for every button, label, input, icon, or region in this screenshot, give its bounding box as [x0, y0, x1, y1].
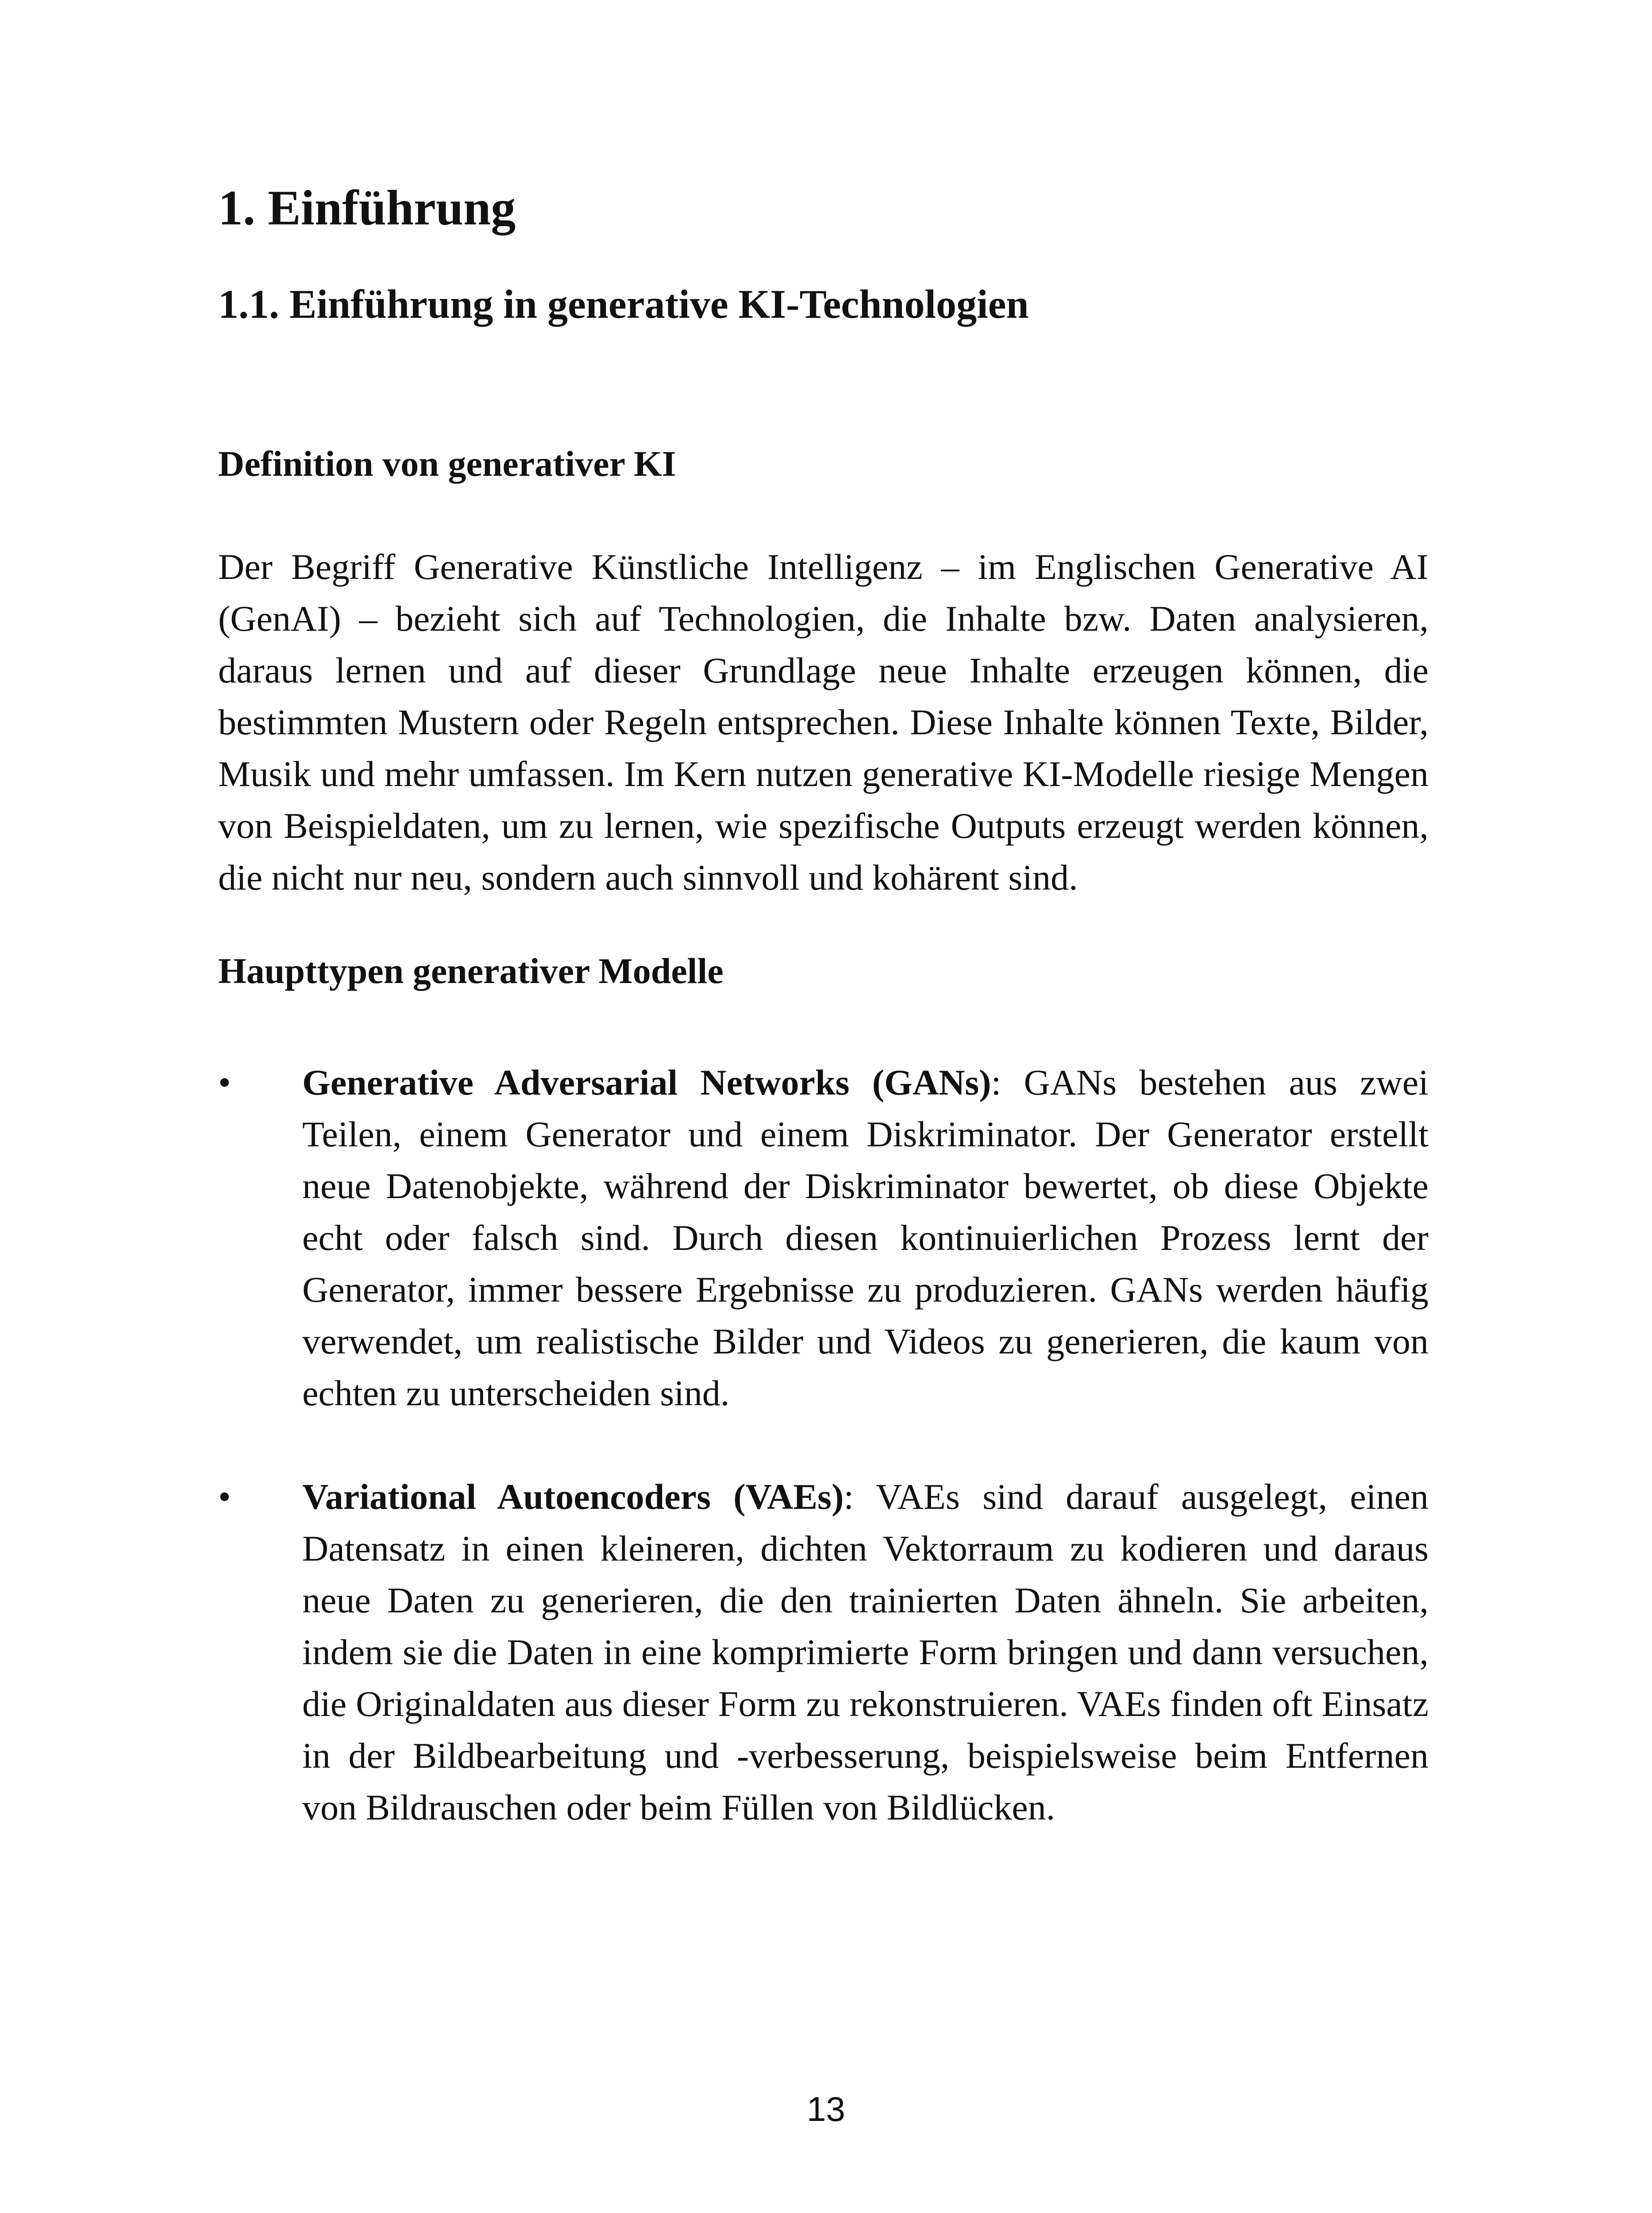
model-types-list [218, 1056, 1429, 1833]
bullet-icon: • [218, 1062, 231, 1103]
list-item-vaes [218, 1471, 1429, 1833]
list-item-text: : GANs bestehen aus zwei Teilen, einem Generator und einem Diskriminator. Der Generator erstellt neue Datenobjekte, während der Diskriminator bewertet, ob diese Objekte echt oder falsch sind. Durch diesen kontinuierlichen Prozess lernt der Generator, immer bessere Ergebnisse zu produzieren. GANs werden häufig verwendet, um realistische Bilder und Videos zu generieren, die kaum von echten zu unterscheiden sind. [302, 1062, 1429, 1414]
page-number: 13 [807, 2090, 845, 2128]
page-content [218, 177, 1429, 1833]
list-item-term: Generative Adversarial Networks (GANs) [302, 1062, 991, 1103]
list-item-text: : VAEs sind darauf ausgelegt, einen Datensatz in einen kleineren, dichten Vektorraum zu kodieren und daraus neue Daten zu generieren, die den trainierten Daten ähneln. Sie arbeiten, indem sie die Daten in eine komprimierte Form bringen und dann versuchen, die Originaldaten aus dieser Form zu rekonstruieren. VAEs finden oft Einsatz in der Bildbearbeitung und -verbesserung, beispielsweise beim Entfernen von Bildrauschen oder beim Füllen von Bildlücken. [302, 1477, 1429, 1828]
list-item-gans [218, 1056, 1429, 1419]
chapter-heading: 1. Einführung [218, 181, 516, 235]
definition-heading: Definition von generativer KI [218, 443, 676, 484]
definition-paragraph: Der Begriff Generative Künstliche Intelligenz – im Englischen Generative AI (GenAI) – bezieht sich auf Technologien, die Inhalte bzw. Daten analysieren, daraus lernen und auf dieser Grundlage neue Inhalte erzeugen können, die bestimmten Mustern oder Regeln entsprechen. Diese Inhalte können Texte, Bilder, Musik und mehr umfassen. Im Kern nutzen generative KI-Modelle riesige Mengen von Beispieldaten, um zu lernen, wie spezifische Outputs erzeugt werden können, die nicht nur neu, sondern auch sinnvoll und kohärent sind. [218, 546, 1429, 898]
section-heading: 1.1. Einführung in generative KI-Technologien [218, 281, 1029, 327]
bullet-icon: • [218, 1477, 231, 1517]
list-item-term: Variational Autoencoders (VAEs) [302, 1477, 844, 1517]
model-types-heading: Haupttypen generativer Modelle [218, 950, 724, 991]
